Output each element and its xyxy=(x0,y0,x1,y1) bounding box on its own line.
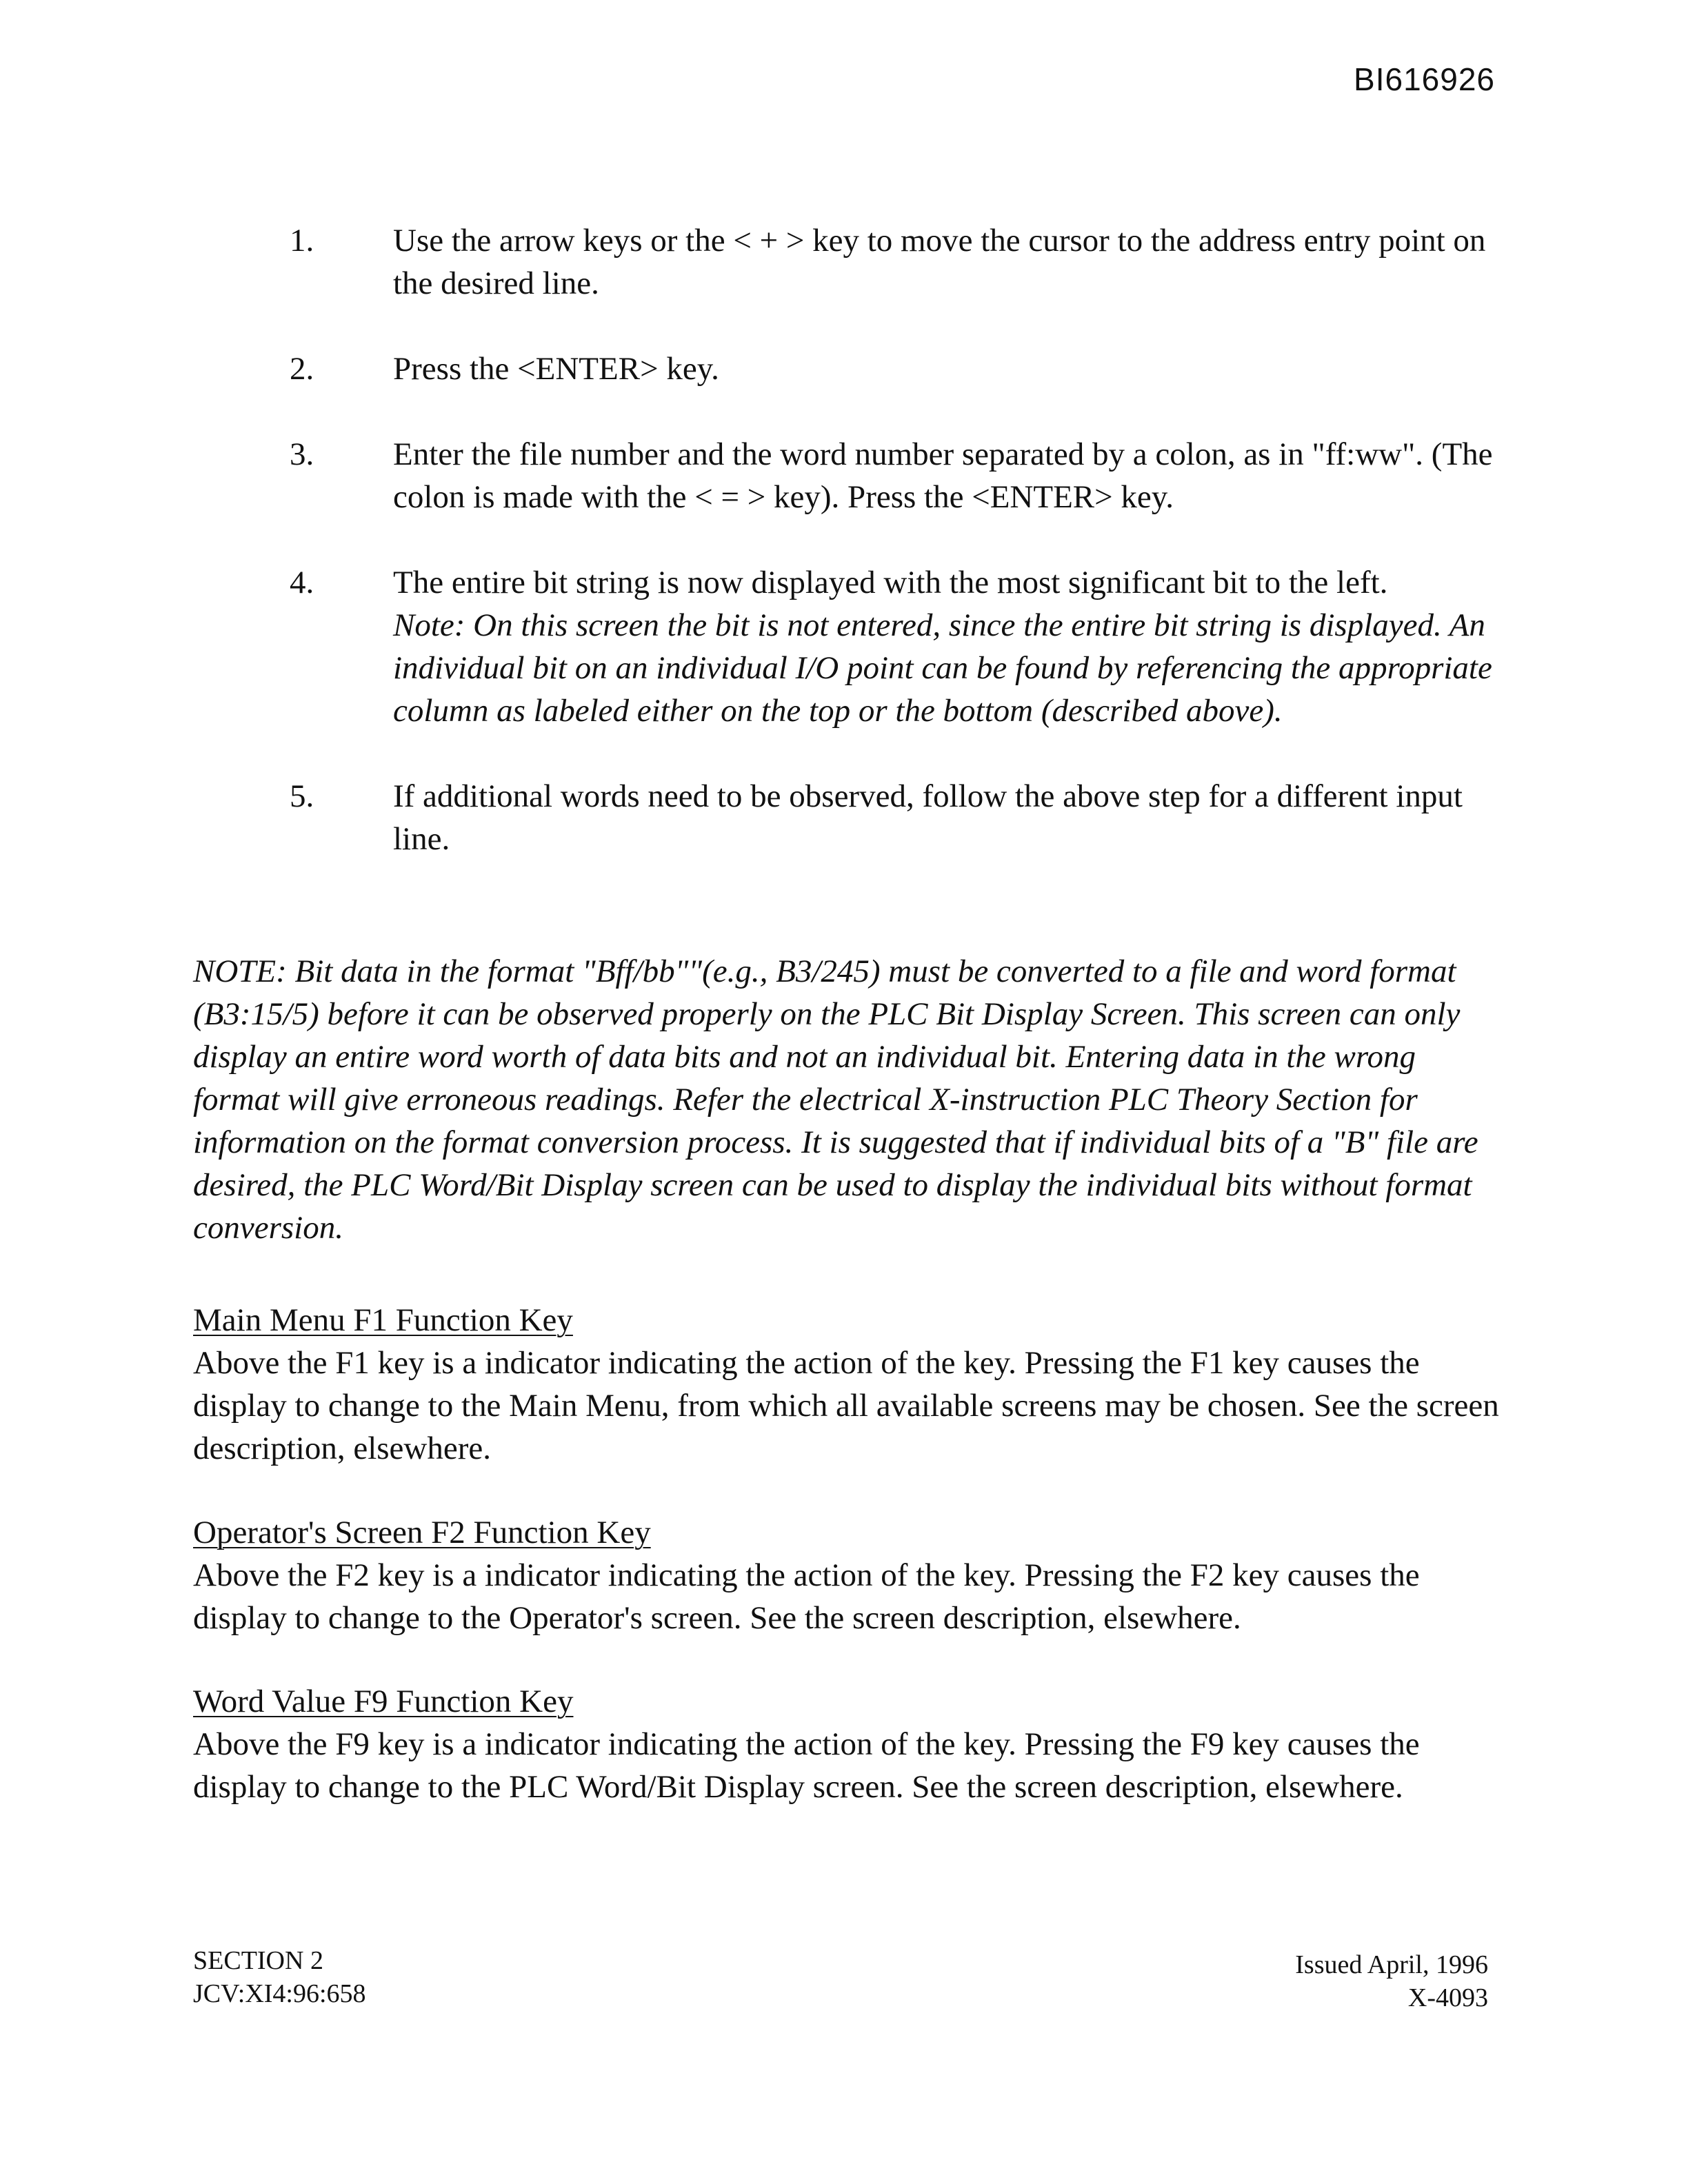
section-title: Word Value F9 Function Key xyxy=(193,1684,574,1719)
footer-code: JCV:XI4:96:658 xyxy=(193,1979,366,2008)
section-f1-main-menu xyxy=(193,1299,1503,1470)
step-number: 2. xyxy=(290,351,314,387)
section-f2-operators-screen xyxy=(193,1511,1503,1639)
step-text: The entire bit string is now displayed with the most significant bit to the left. xyxy=(393,565,1388,600)
step-text: If additional words need to be observed, follow the above step for a different input line. xyxy=(393,778,1463,857)
footer-right xyxy=(1295,1948,1488,2014)
section-body: Above the F2 key is a indicator indicating the action of the key. Pressing the F2 key causes the display to change to the Operator's screen. See the screen description, elsewhere. xyxy=(193,1557,1420,1636)
step-text: Enter the file number and the word number separated by a colon, as in "ff:ww". (The colon is made with the < = > key). Press the <ENTER> key. xyxy=(393,436,1493,515)
step-item xyxy=(290,775,1503,860)
footer-left xyxy=(193,1944,366,2010)
step-item xyxy=(290,219,1503,305)
step-item xyxy=(290,433,1503,518)
section-title: Main Menu F1 Function Key xyxy=(193,1302,573,1338)
step-item xyxy=(290,347,1503,390)
section-body: Above the F1 key is a indicator indicating the action of the key. Pressing the F1 key causes the display to change to the Main Menu, from which all available screens may be chosen. See the screen description, elsewhere. xyxy=(193,1345,1499,1466)
footer-issued-date: Issued April, 1996 xyxy=(1295,1950,1488,1979)
step-number: 3. xyxy=(290,436,314,472)
step-text: Use the arrow keys or the < + > key to move the cursor to the address entry point on the desired line. xyxy=(393,223,1486,301)
step-number: 4. xyxy=(290,565,314,600)
footer-section: SECTION 2 xyxy=(193,1946,323,1975)
step-item xyxy=(290,561,1503,732)
step-number: 1. xyxy=(290,223,314,259)
footer-doc-number: X-4093 xyxy=(1407,1983,1488,2012)
step-note: Note: On this screen the bit is not entered, since the entire bit string is displayed. An individual bit on an individual I/O point can be found by referencing the appropriate column as labeled either on the top or the bottom (described above). xyxy=(393,607,1492,729)
step-text: Press the <ENTER> key. xyxy=(393,351,719,387)
section-body: Above the F9 key is a indicator indicating the action of the key. Pressing the F9 key causes the display to change to the PLC Word/Bit Display screen. See the screen description, elsewhere. xyxy=(193,1726,1420,1805)
format-note: NOTE: Bit data in the format "Bff/bb""(e.g., B3/245) must be converted to a file and word format (B3:15/5) before it can be observed properly on the PLC Bit Display Screen. This screen can only display an entire word worth of data bits and not an individual bit. Entering data in the wrong format will give erroneous readings. Refer the electrical X-instruction PLC Theory Section for information on the format conversion process. It is suggested that if individual bits of a "B" file are desired, the PLC Word/Bit Display screen can be used to display the individual bits without format conversion. xyxy=(193,953,1478,1246)
section-title: Operator's Screen F2 Function Key xyxy=(193,1515,651,1550)
step-number: 5. xyxy=(290,778,314,814)
section-f9-word-value xyxy=(193,1680,1503,1808)
document-id: BI616926 xyxy=(1354,61,1495,97)
procedure-steps xyxy=(290,219,1503,903)
